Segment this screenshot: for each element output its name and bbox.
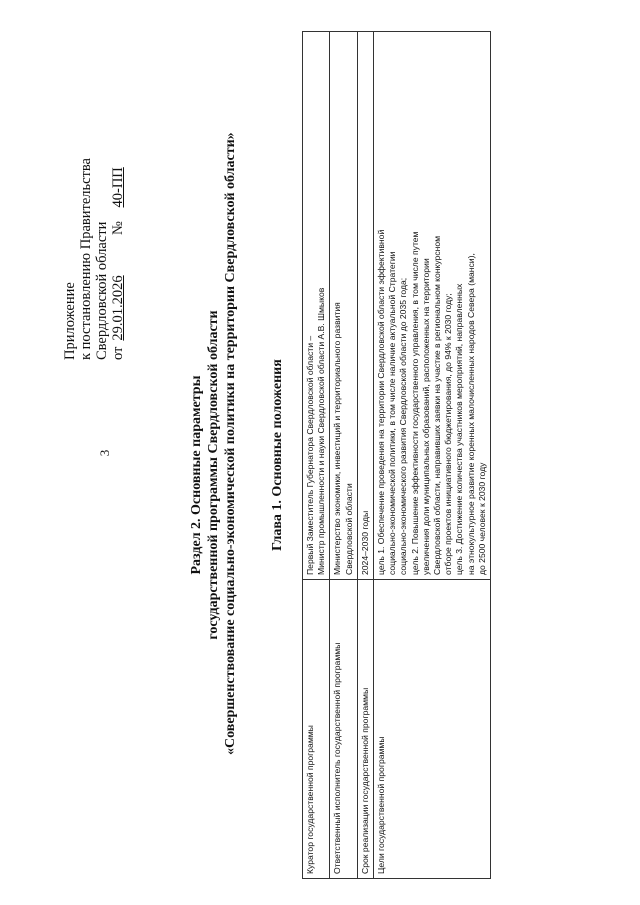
section-title-line-2: государственной программы Свердловской области: [206, 310, 221, 640]
appendix-date-line: [110, 60, 126, 360]
page-number: 3: [97, 449, 112, 457]
value-line: Свердловской области, направивших заявки на участие в региональном конкурсном: [432, 235, 443, 575]
value-line: Министерство экономики, инвестиций и территориального развития: [332, 302, 343, 575]
value-line: социально-экономического развития Свердловской области до 2035 года;: [398, 277, 409, 575]
value-line: цель 2. Повышение эффективности государственного управления, в том числе путем: [409, 231, 420, 575]
value-line: Первый Заместитель Губернатора Свердловской области –: [305, 335, 315, 575]
appendix-line-3: Свердловской области: [94, 221, 110, 360]
resolution-date: 29.01.2026: [110, 275, 126, 341]
appendix-block: [62, 60, 126, 360]
row-label: Срок реализации государственной программы: [357, 580, 373, 879]
program-parameters-table: [302, 31, 491, 879]
row-value: [374, 32, 491, 580]
row-value: [330, 32, 357, 580]
row-value: [357, 32, 373, 580]
appendix-title: Приложение: [62, 282, 78, 360]
table-row-curator: [303, 32, 330, 879]
appendix-line-2: к постановлению Правительства: [78, 158, 94, 360]
value-line: цель 3. Достижение количества участников мероприятий, направленных: [454, 283, 465, 575]
value-line: Свердловской области: [343, 483, 354, 575]
section-title-line-3: «Совершенствование социально-экономической политики на территории Свердловской области»: [223, 132, 238, 755]
chapter-title: Глава 1. Основные положения: [270, 359, 285, 551]
value-line: 2024–2030 годы: [359, 510, 370, 575]
value-line: Министр промышленности и науки Свердловской области А.В. Шмыков: [316, 287, 327, 575]
resolution-number: 40-ПП: [110, 167, 126, 208]
value-line: до 2500 человек к 2030 году: [476, 462, 487, 575]
row-value: [303, 32, 330, 580]
row-label: Цели государственной программы: [374, 580, 491, 879]
value-line: отборе проектов инициативного бюджетирования, до 94% к 2030 году;: [443, 293, 454, 575]
date-prefix: от: [110, 346, 126, 360]
table-row-goals: [374, 32, 491, 879]
row-label: Ответственный исполнитель государственной программы: [330, 580, 357, 879]
section-title-line-1: Раздел 2. Основные параметры: [189, 375, 204, 575]
value-line: социально-экономической политики, в том числе наличие актуальной Стратегии: [387, 251, 398, 575]
number-prefix: №: [110, 221, 126, 235]
section-title: [188, 132, 239, 755]
table-row-period: [357, 32, 373, 879]
value-line: на этнокультурное развитие коренных малочисленных народов Севера (манси),: [465, 253, 476, 575]
value-line: увеличения доли муниципальных образований, расположенных на территории: [420, 258, 431, 575]
row-label: Куратор государственной программы: [303, 580, 330, 879]
table-row-executor: [330, 32, 357, 879]
value-line: цель 1. Обеспечение проведения на территории Свердловской области эффективной: [376, 229, 387, 575]
